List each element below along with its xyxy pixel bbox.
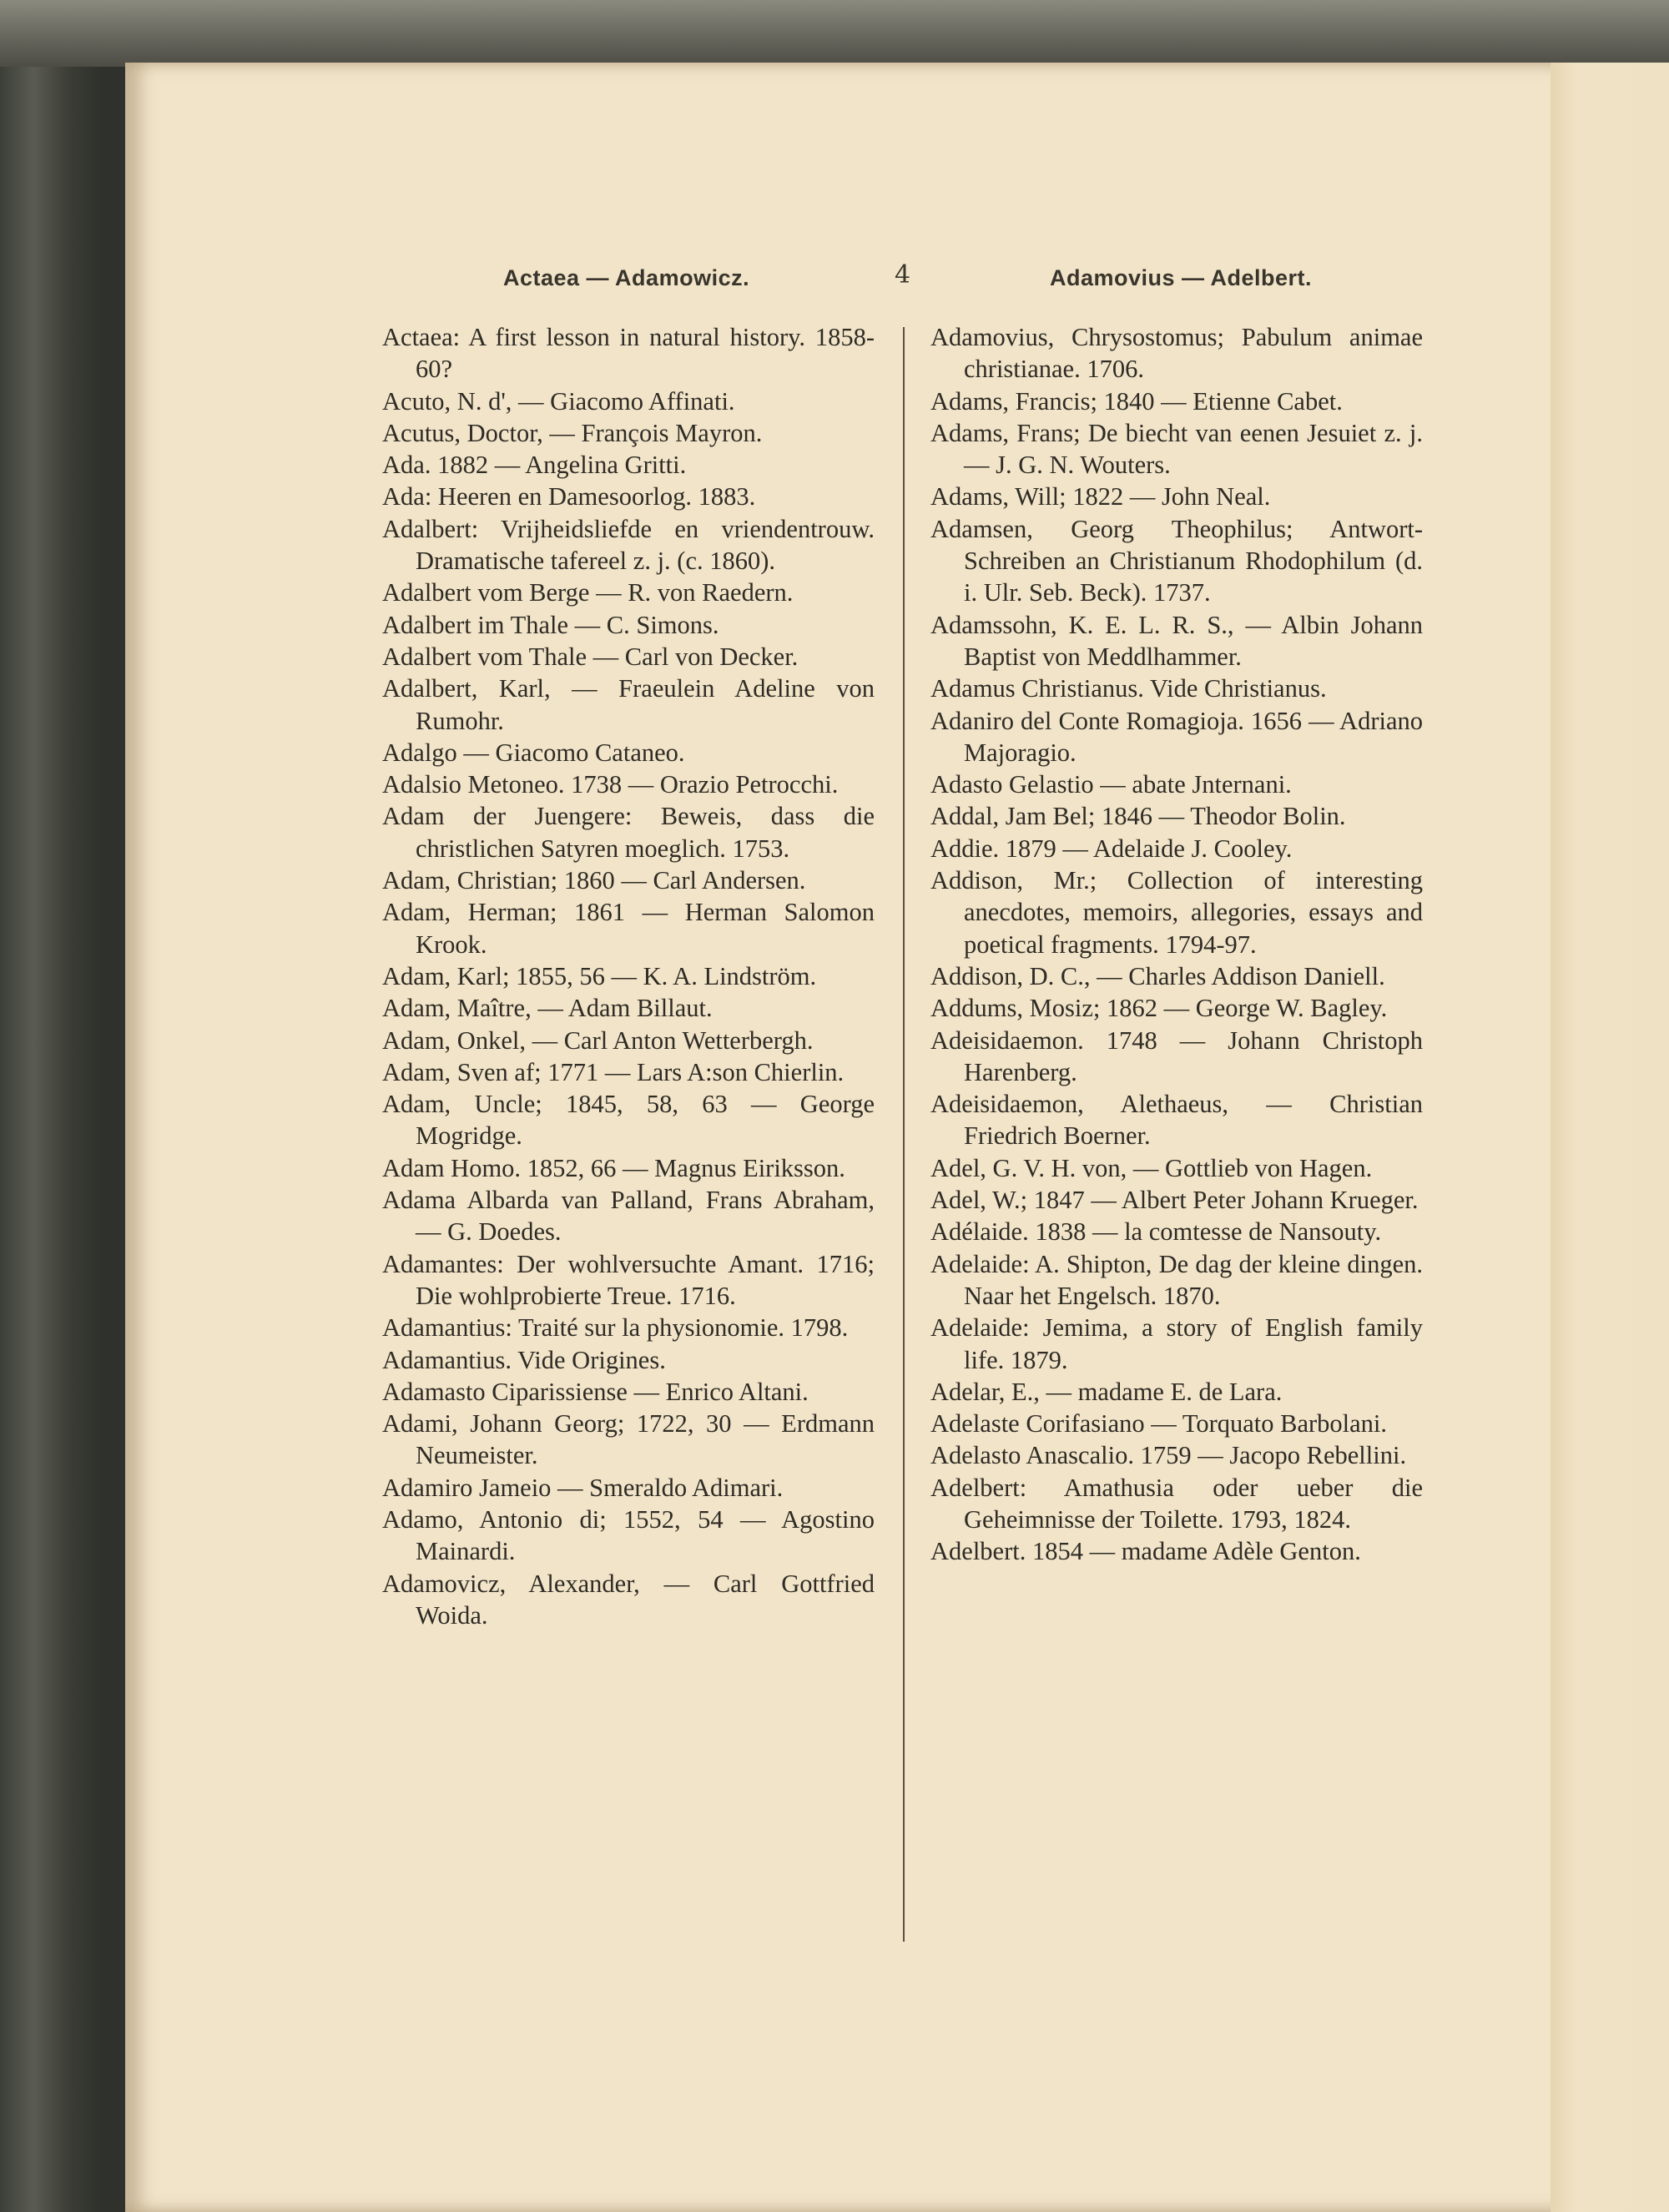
list-item: Adama Albarda van Palland, Frans Abraham, — G. Doedes. xyxy=(382,1186,875,1247)
list-item: Adam, Onkel, — Carl Anton Wetterbergh. xyxy=(382,1025,814,1055)
list-item: Addie. 1879 — Adelaide J. Cooley. xyxy=(930,834,1293,863)
list-item: Adalbert vom Berge — R. von Raedern. xyxy=(382,578,794,607)
list-item: Adam, Karl; 1855, 56 — K. A. Lindström. xyxy=(382,961,817,990)
list-item: Adasto Gelastio — abate Jnternani. xyxy=(930,770,1292,799)
list-item: Addums, Mosiz; 1862 — George W. Bagley. xyxy=(930,994,1388,1023)
list-item: Adelasto Anascalio. 1759 — Jacopo Rebellini. xyxy=(930,1441,1407,1470)
list-item: Ada: Heeren en Damesoorlog. 1883. xyxy=(382,482,756,511)
list-item: Adamo, Antonio di; 1552, 54 — Agostino Mainardi. xyxy=(382,1504,875,1566)
list-item: Adalbert: Vrijheidsliefde en vriendentrouw. Dramatische tafereel z. j. (c. 1860). xyxy=(382,514,875,576)
list-item: Adamantes: Der wohlversuchte Amant. 1716; Die wohlprobierte Treue. 1716. xyxy=(382,1249,875,1310)
list-item: Adalbert im Thale — C. Simons. xyxy=(382,610,719,639)
page-number: 4 xyxy=(895,260,911,290)
list-item: Adelbert. 1854 — madame Adèle Genton. xyxy=(930,1537,1361,1566)
list-item: Adam, Uncle; 1845, 58, 63 — George Mogridge. xyxy=(382,1090,875,1151)
right-column xyxy=(930,321,1423,1568)
list-item: Adeisidaemon, Alethaeus, — Christian Friedrich Boerner. xyxy=(930,1090,1423,1151)
list-item: Adamssohn, K. E. L. R. S., — Albin Johann Baptist von Meddlhammer. xyxy=(930,610,1423,671)
list-item: Adam, Christian; 1860 — Carl Andersen. xyxy=(382,866,806,895)
list-item: Adams, Francis; 1840 — Etienne Cabet. xyxy=(930,386,1343,416)
list-item: Adamus Christianus. Vide Christianus. xyxy=(930,674,1327,703)
list-item: Adam, Sven af; 1771 — Lars A:son Chierlin. xyxy=(382,1057,845,1086)
list-item: Adelaide: Jemima, a story of English family life. 1879. xyxy=(930,1313,1423,1374)
list-item: Adamantius. Vide Origines. xyxy=(382,1345,666,1374)
list-item: Adalbert, Karl, — Fraeulein Adeline von Rumohr. xyxy=(382,674,875,735)
list-item: Adelar, E., — madame E. de Lara. xyxy=(930,1377,1283,1406)
list-item: Adamantius: Traité sur la physionomie. 1798. xyxy=(382,1313,849,1343)
list-item: Adaniro del Conte Romagioja. 1656 — Adriano Majoragio. xyxy=(930,706,1423,767)
running-head-right: Adamovius — Adelbert. xyxy=(1050,265,1313,290)
list-item: Adalbert vom Thale — Carl von Decker. xyxy=(382,642,799,671)
left-column xyxy=(382,321,875,1631)
page-right-margin xyxy=(1551,63,1669,2212)
list-item: Adelbert: Amathusia oder ueber die Geheimnisse der Toilette. 1793, 1824. xyxy=(930,1473,1423,1534)
list-item: Adam, Maître, — Adam Billaut. xyxy=(382,994,713,1023)
list-item: Adelaide: A. Shipton, De dag der kleine dingen. Naar het Engelsch. 1870. xyxy=(930,1249,1423,1310)
list-item: Adélaide. 1838 — la comtesse de Nansouty. xyxy=(930,1217,1382,1247)
list-item: Adamsen, Georg Theophilus; Antwort-Schreiben an Christianum Rhodophilum (d. i. Ulr. Seb. Beck). 1737. xyxy=(930,514,1423,607)
list-item: Actaea: A first lesson in natural history. 1858-60? xyxy=(382,323,875,384)
list-item: Adami, Johann Georg; 1722, 30 — Erdmann Neumeister. xyxy=(382,1409,875,1470)
list-item: Adalsio Metoneo. 1738 — Orazio Petrocchi. xyxy=(382,770,839,799)
list-item: Adel, G. V. H. von, — Gottlieb von Hagen. xyxy=(930,1153,1373,1182)
list-item: Adamovius, Chrysostomus; Pabulum animae christianae. 1706. xyxy=(930,323,1423,384)
list-item: Adalgo — Giacomo Cataneo. xyxy=(382,738,685,767)
book-cover-edge xyxy=(0,0,1669,67)
list-item: Ada. 1882 — Angelina Gritti. xyxy=(382,451,687,480)
list-item: Adam Homo. 1852, 66 — Magnus Eiriksson. xyxy=(382,1153,845,1182)
list-item: Addison, Mr.; Collection of interesting anecdotes, memoirs, allegories, essays and poetical fragments. 1794-97. xyxy=(930,866,1423,959)
list-item: Adamovicz, Alexander, — Carl Gottfried Woida. xyxy=(382,1569,875,1630)
running-head-left: Actaea — Adamowicz. xyxy=(503,265,750,290)
list-item: Adamasto Ciparissiense — Enrico Altani. xyxy=(382,1377,809,1406)
list-item: Adams, Will; 1822 — John Neal. xyxy=(930,482,1271,511)
list-item: Acuto, N. d', — Giacomo Affinati. xyxy=(382,386,735,416)
list-item: Adam der Juengere: Beweis, dass die christlichen Satyren moeglich. 1753. xyxy=(382,802,875,863)
list-item: Adamiro Jameio — Smeraldo Adimari. xyxy=(382,1473,784,1502)
list-item: Adel, W.; 1847 — Albert Peter Johann Krueger. xyxy=(930,1186,1419,1215)
list-item: Acutus, Doctor, — François Mayron. xyxy=(382,418,763,447)
column-divider xyxy=(903,327,905,1942)
list-item: Adam, Herman; 1861 — Herman Salomon Krook. xyxy=(382,898,875,959)
list-item: Adelaste Corifasiano — Torquato Barbolani. xyxy=(930,1409,1388,1439)
list-item: Addison, D. C., — Charles Addison Daniell. xyxy=(930,961,1385,990)
list-item: Addal, Jam Bel; 1846 — Theodor Bolin. xyxy=(930,802,1346,831)
list-item: Adeisidaemon. 1748 — Johann Christoph Harenberg. xyxy=(930,1025,1423,1086)
list-item: Adams, Frans; De biecht van eenen Jesuiet z. j. — J. G. N. Wouters. xyxy=(930,418,1423,480)
